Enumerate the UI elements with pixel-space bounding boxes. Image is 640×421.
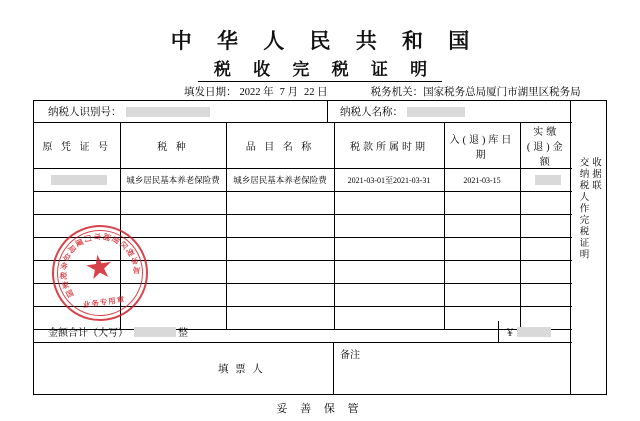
th-period: 税款所属时期 (334, 123, 444, 169)
meta-line (44, 84, 596, 99)
side-strip (570, 101, 606, 394)
total-row (34, 321, 572, 343)
th-amount: 实缴(退)金额 (520, 123, 572, 169)
cell-tax-type: 城乡居民基本养老保险费 (120, 169, 226, 192)
filler-label: 填 票 人 (218, 364, 265, 375)
footer-note: 妥 善 保 管 (276, 403, 364, 415)
total-suffix: 整 (178, 328, 188, 339)
title-sub: 税 收 完 税 证 明 (198, 55, 442, 82)
total-amount-cell (498, 321, 572, 342)
seal-star-icon (85, 253, 114, 282)
fill-date-month: 7 月 (279, 87, 298, 98)
taxpayer-id-redacted (126, 107, 210, 117)
taxpayer-name-label: 纳税人名称： (340, 107, 403, 118)
filler-cell (34, 343, 334, 395)
table-row-empty (34, 192, 572, 215)
official-seal (46, 219, 154, 327)
side-strip-line1: 收据联 (589, 157, 600, 192)
fill-date-day: 22 日 (304, 87, 328, 98)
cell-amount (520, 169, 572, 192)
remark-cell (334, 343, 572, 395)
cell-date: 2021-03-15 (444, 169, 520, 192)
voucher-no-redacted (51, 175, 107, 185)
taxpayer-name-redacted (407, 107, 465, 117)
cell-item-name: 城乡居民基本养老保险费 (226, 169, 334, 192)
fill-date-year: 2022 年 (239, 87, 274, 98)
cell-voucher-no (34, 169, 120, 192)
taxpayer-name-cell (328, 101, 572, 122)
taxpayer-id-cell (34, 101, 328, 122)
th-date: 入(退)库日期 (444, 123, 520, 169)
taxpayer-id-label: 纳税人识别号： (48, 107, 122, 118)
cell-period: 2021-03-01至2021-03-31 (334, 169, 444, 192)
fill-date-label: 填发日期： (184, 87, 237, 98)
authority-label: 税务机关： (370, 87, 424, 98)
bottom-block (34, 343, 572, 395)
total-amount-cn-redacted (134, 327, 176, 337)
table-header-row (34, 123, 572, 169)
document-title-block (0, 28, 640, 82)
table-row (34, 169, 572, 192)
fill-date-group (184, 84, 331, 99)
authority-value: 国家税务总局厦门市湖里区税务局 (423, 87, 581, 98)
seal-bottom-text: 业务专用章 (82, 294, 126, 310)
th-voucher-no: 原 凭 证 号 (34, 123, 120, 169)
remark-label: 备注 (340, 350, 360, 361)
amount-redacted (535, 175, 561, 185)
th-item-name: 品 目 名 称 (226, 123, 334, 169)
taxpayer-row (34, 101, 572, 123)
side-strip-line2: 交纳税人作完税证明 (577, 157, 588, 261)
total-amount-redacted (517, 327, 551, 337)
total-label-group (34, 324, 498, 339)
th-tax-type: 税 种 (120, 123, 226, 169)
authority-group (371, 84, 581, 99)
total-label: 金额合计（大写） (48, 328, 128, 339)
currency-symbol: ￥ (505, 328, 515, 339)
title-main: 中 华 人 民 共 和 国 (170, 29, 480, 53)
seal-top-text: 国 家 税 务 总 局 厦 门 市 湖 里 区 税 务 局 (58, 231, 141, 300)
